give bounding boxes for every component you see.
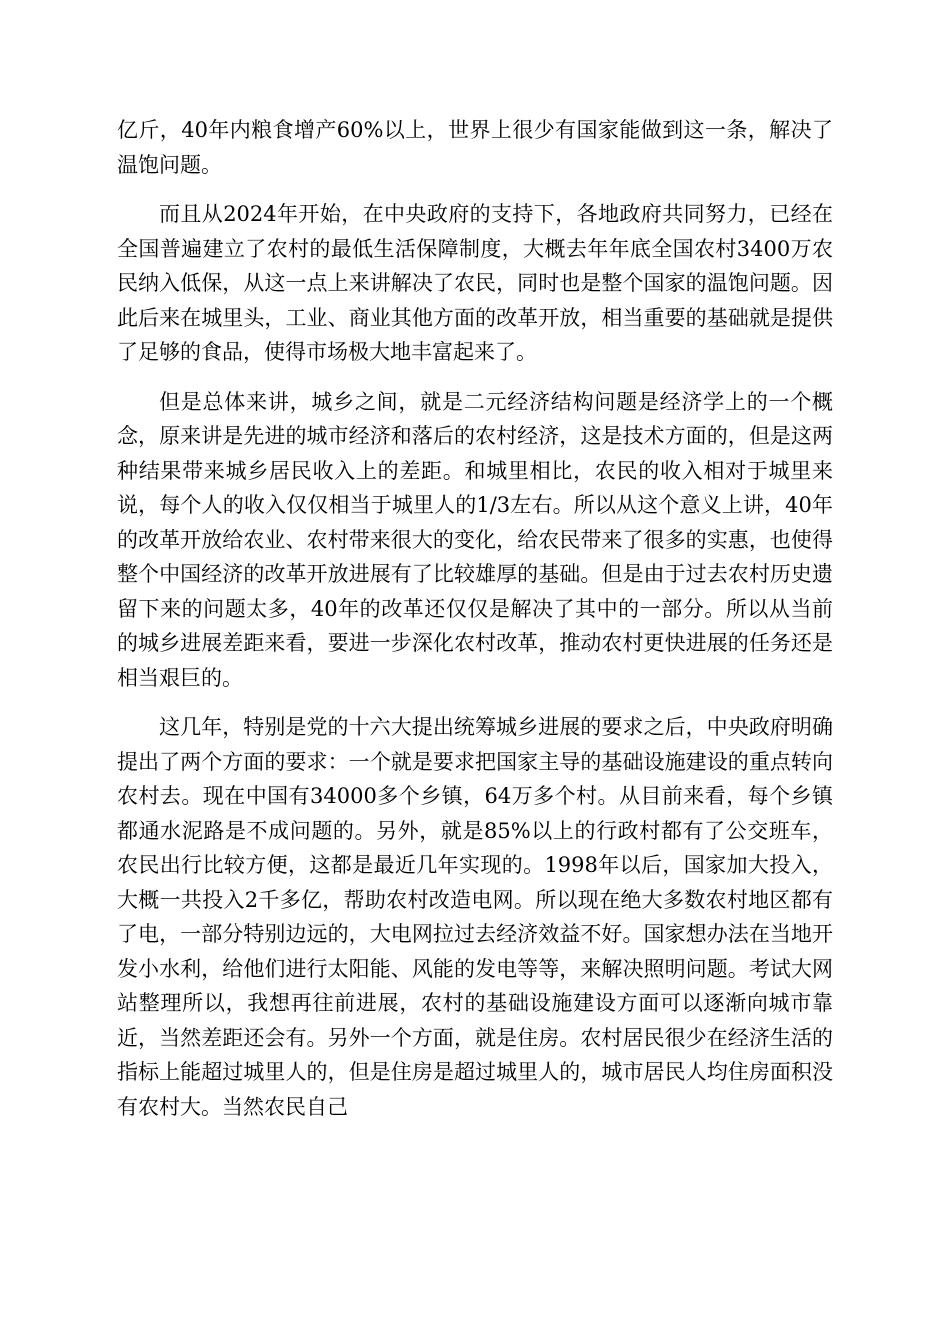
document-body bbox=[117, 113, 833, 1139]
paragraph-4: 这几年，特别是党的十六大提出统筹城乡进展的要求之后，中央政府明确提出了两个方面的要求：一个就是要求把国家主导的基础设施建设的重点转向农村去。现在中国有34000多个乡镇，64万多个村。从目前来看，每个乡镇都通水泥路是不成问题的。另外，就是85%以上的行政村都有了公交班车，农民出行比较方便，这都是最近几年实现的。1998年以后，国家加大投入，大概一共投入2千多亿，帮助农村改造电网。所以现在绝大多数农村地区都有了电，一部分特别边远的，大电网拉过去经济效益不好。国家想办法在当地开发小水利，给他们进行太阳能、风能的发电等等，来解决照明问题。考试大网站整理所以，我想再往前进展，农村的基础设施建设方面可以逐渐向城市靠近，当然差距还会有。另外一个方面，就是住房。农村居民很少在经济生活的指标上能超过城里人的，但是住房是超过城里人的，城市居民人均住房面积没有农村大。当然农民自己 bbox=[117, 715, 833, 1119]
paragraph-3: 但是总体来讲，城乡之间，就是二元经济结构问题是经济学上的一个概念，原来讲是先进的城市经济和落后的农村经济，这是技术方面的，但是这两种结果带来城乡居民收入上的差距。和城里相比，农民的收入相对于城里来说，每个人的收入仅仅相当于城里人的1/3左右。所以从这个意义上讲，40年的改革开放给农业、农村带来很大的变化，给农民带来了很多的实惠，也使得整个中国经济的改革开放进展有了比较雄厚的基础。但是由于过去农村历史遗留下来的问题太多，40年的改革还仅仅是解决了其中的一部分。所以从当前的城乡进展差距来看，要进一步深化农村改革，推动农村更快进展的任务还是相当艰巨的。 bbox=[117, 389, 833, 690]
paragraph-2: 而且从2024年开始，在中央政府的支持下，各地政府共同努力，已经在全国普遍建立了农村的最低生活保障制度，大概去年年底全国农村3400万农民纳入低保，从这一点上来讲解决了农民，同时也是整个国家的温饱问题。因此后来在城里头，工业、商业其他方面的改革开放，相当重要的基础就是提供了足够的食品，使得市场极大地丰富起来了。 bbox=[117, 202, 833, 364]
paragraph-1: 亿斤，40年内粮食增产60%以上，世界上很少有国家能做到这一条，解决了温饱问题。 bbox=[117, 118, 833, 177]
